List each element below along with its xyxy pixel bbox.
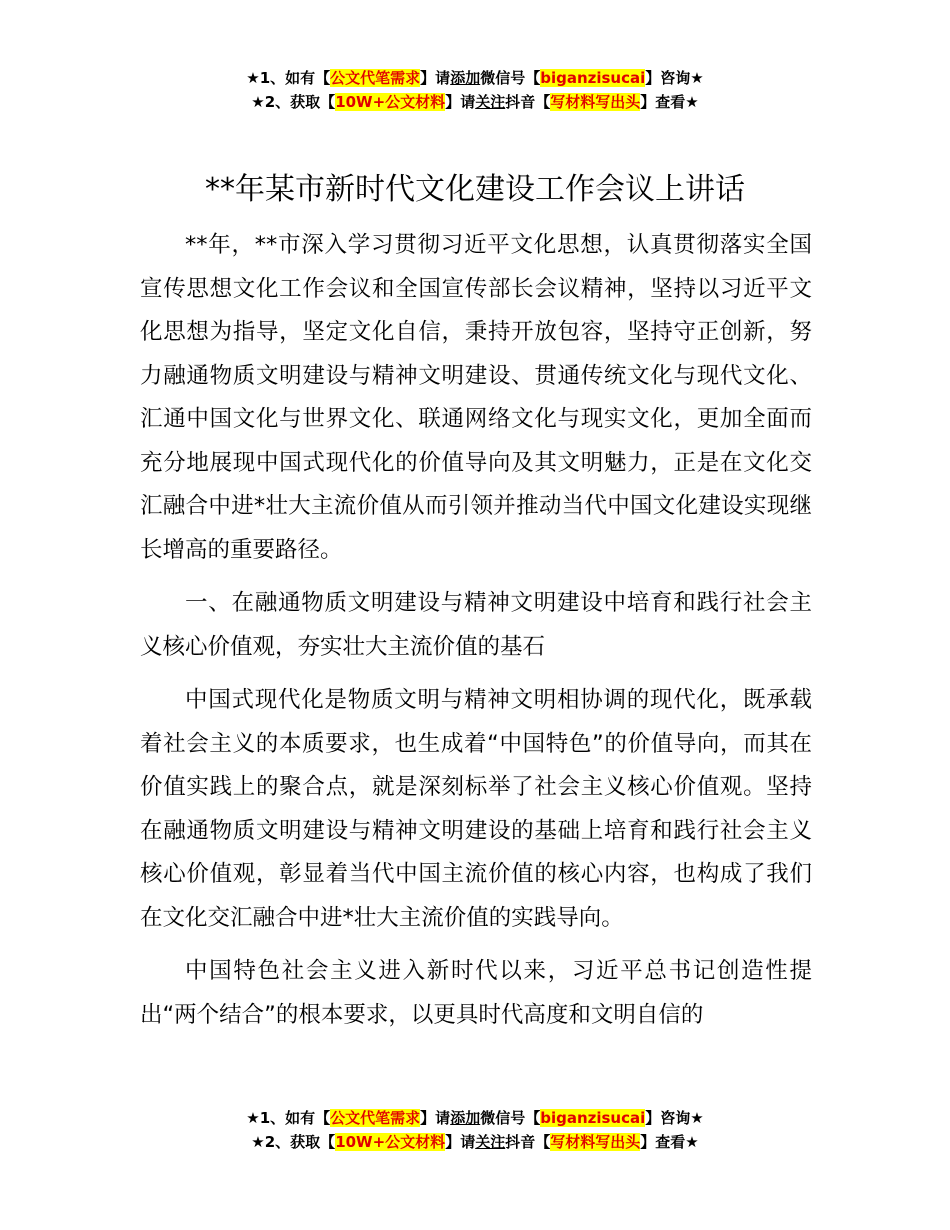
banner-text: 】查看★ <box>640 1133 699 1151</box>
banner-text: 】请 <box>420 1109 451 1127</box>
paragraph: 中国式现代化是物质文明与精神文明相协调的现代化，既承载着社会主义的本质要求，也生成着“中国特色”的价值导向，而其在价值实践上的聚合点，就是深刻标举了社会主义核心价值观。坚持在融通物质文明建设与精神文明建设的基础上培育和践行社会主义核心价值观，彰显着当代中国主流价值的核心内容，也构成了我们在文化交汇融合中进*壮大主流价值的实践导向。 <box>140 687 812 931</box>
banner-highlight: 10W+公文材料 <box>335 93 446 111</box>
banner-text: 微信号【 <box>480 1109 541 1127</box>
document-body <box>140 224 812 1047</box>
paragraph: **年，**市深入学习贯彻习近平文化思想，认真贯彻落实全国宣传思想文化工作会议和全国宣传部长会议精神，坚持以习近平文化思想为指导，坚定文化自信，秉持开放包容，坚持守正创新，努力融通物质文明建设与精神文明建设、贯通传统文化与现代文化、汇通中国文化与世界文化、联通网络文化与现实文化，更加全面而充分地展现中国式现代化的价值导向及其文明魅力，正是在文化交汇融合中进*壮大主流价值从而引领并推动当代中国文化建设实现继长增高的重要路径。 <box>140 232 812 563</box>
banner-highlight: 10W+公文材料 <box>335 1133 446 1151</box>
banner-line-2 <box>0 90 950 114</box>
banner-text: 微信号【 <box>480 69 541 87</box>
banner-text: 】请 <box>445 93 476 111</box>
banner-text: 】咨询★ <box>645 1109 704 1127</box>
footer-banner <box>0 1106 950 1154</box>
banner-highlight: 写材料写出头 <box>550 1133 641 1151</box>
banner-text: 】请 <box>420 69 451 87</box>
header-banner <box>0 66 950 114</box>
banner-highlight: 公文代笔需求 <box>330 69 421 87</box>
banner-highlight: biganzisucai <box>540 69 646 87</box>
banner-line-2 <box>0 1130 950 1154</box>
banner-underline-text: 添加 <box>450 1109 481 1127</box>
banner-highlight: 写材料写出头 <box>550 93 641 111</box>
banner-line-1 <box>0 1106 950 1130</box>
banner-text: ★1、如有【 <box>246 69 331 87</box>
banner-highlight: biganzisucai <box>540 1109 646 1127</box>
banner-text: ★2、获取【 <box>251 1133 336 1151</box>
banner-line-1 <box>0 66 950 90</box>
banner-text: ★2、获取【 <box>251 93 336 111</box>
banner-text: ★1、如有【 <box>246 1109 331 1127</box>
banner-underline-text: 添加 <box>450 69 481 87</box>
banner-text: 抖音【 <box>505 93 551 111</box>
banner-text: 】请 <box>445 1133 476 1151</box>
banner-text: 】查看★ <box>640 93 699 111</box>
banner-underline-text: 关注 <box>475 1133 506 1151</box>
document-title: **年某市新时代文化建设工作会议上讲话 <box>205 172 745 207</box>
banner-text: 】咨询★ <box>645 69 704 87</box>
paragraph: 中国特色社会主义进入新时代以来，习近平总书记创造性提出“两个结合”的根本要求，以更具时代高度和文明自信的 <box>140 958 812 1028</box>
banner-underline-text: 关注 <box>475 93 506 111</box>
banner-highlight: 公文代笔需求 <box>330 1109 421 1127</box>
section-heading: 一、在融通物质文明建设与精神文明建设中培育和践行社会主义核心价值观，夯实壮大主流价值的基石 <box>140 590 812 660</box>
banner-text: 抖音【 <box>505 1133 551 1151</box>
